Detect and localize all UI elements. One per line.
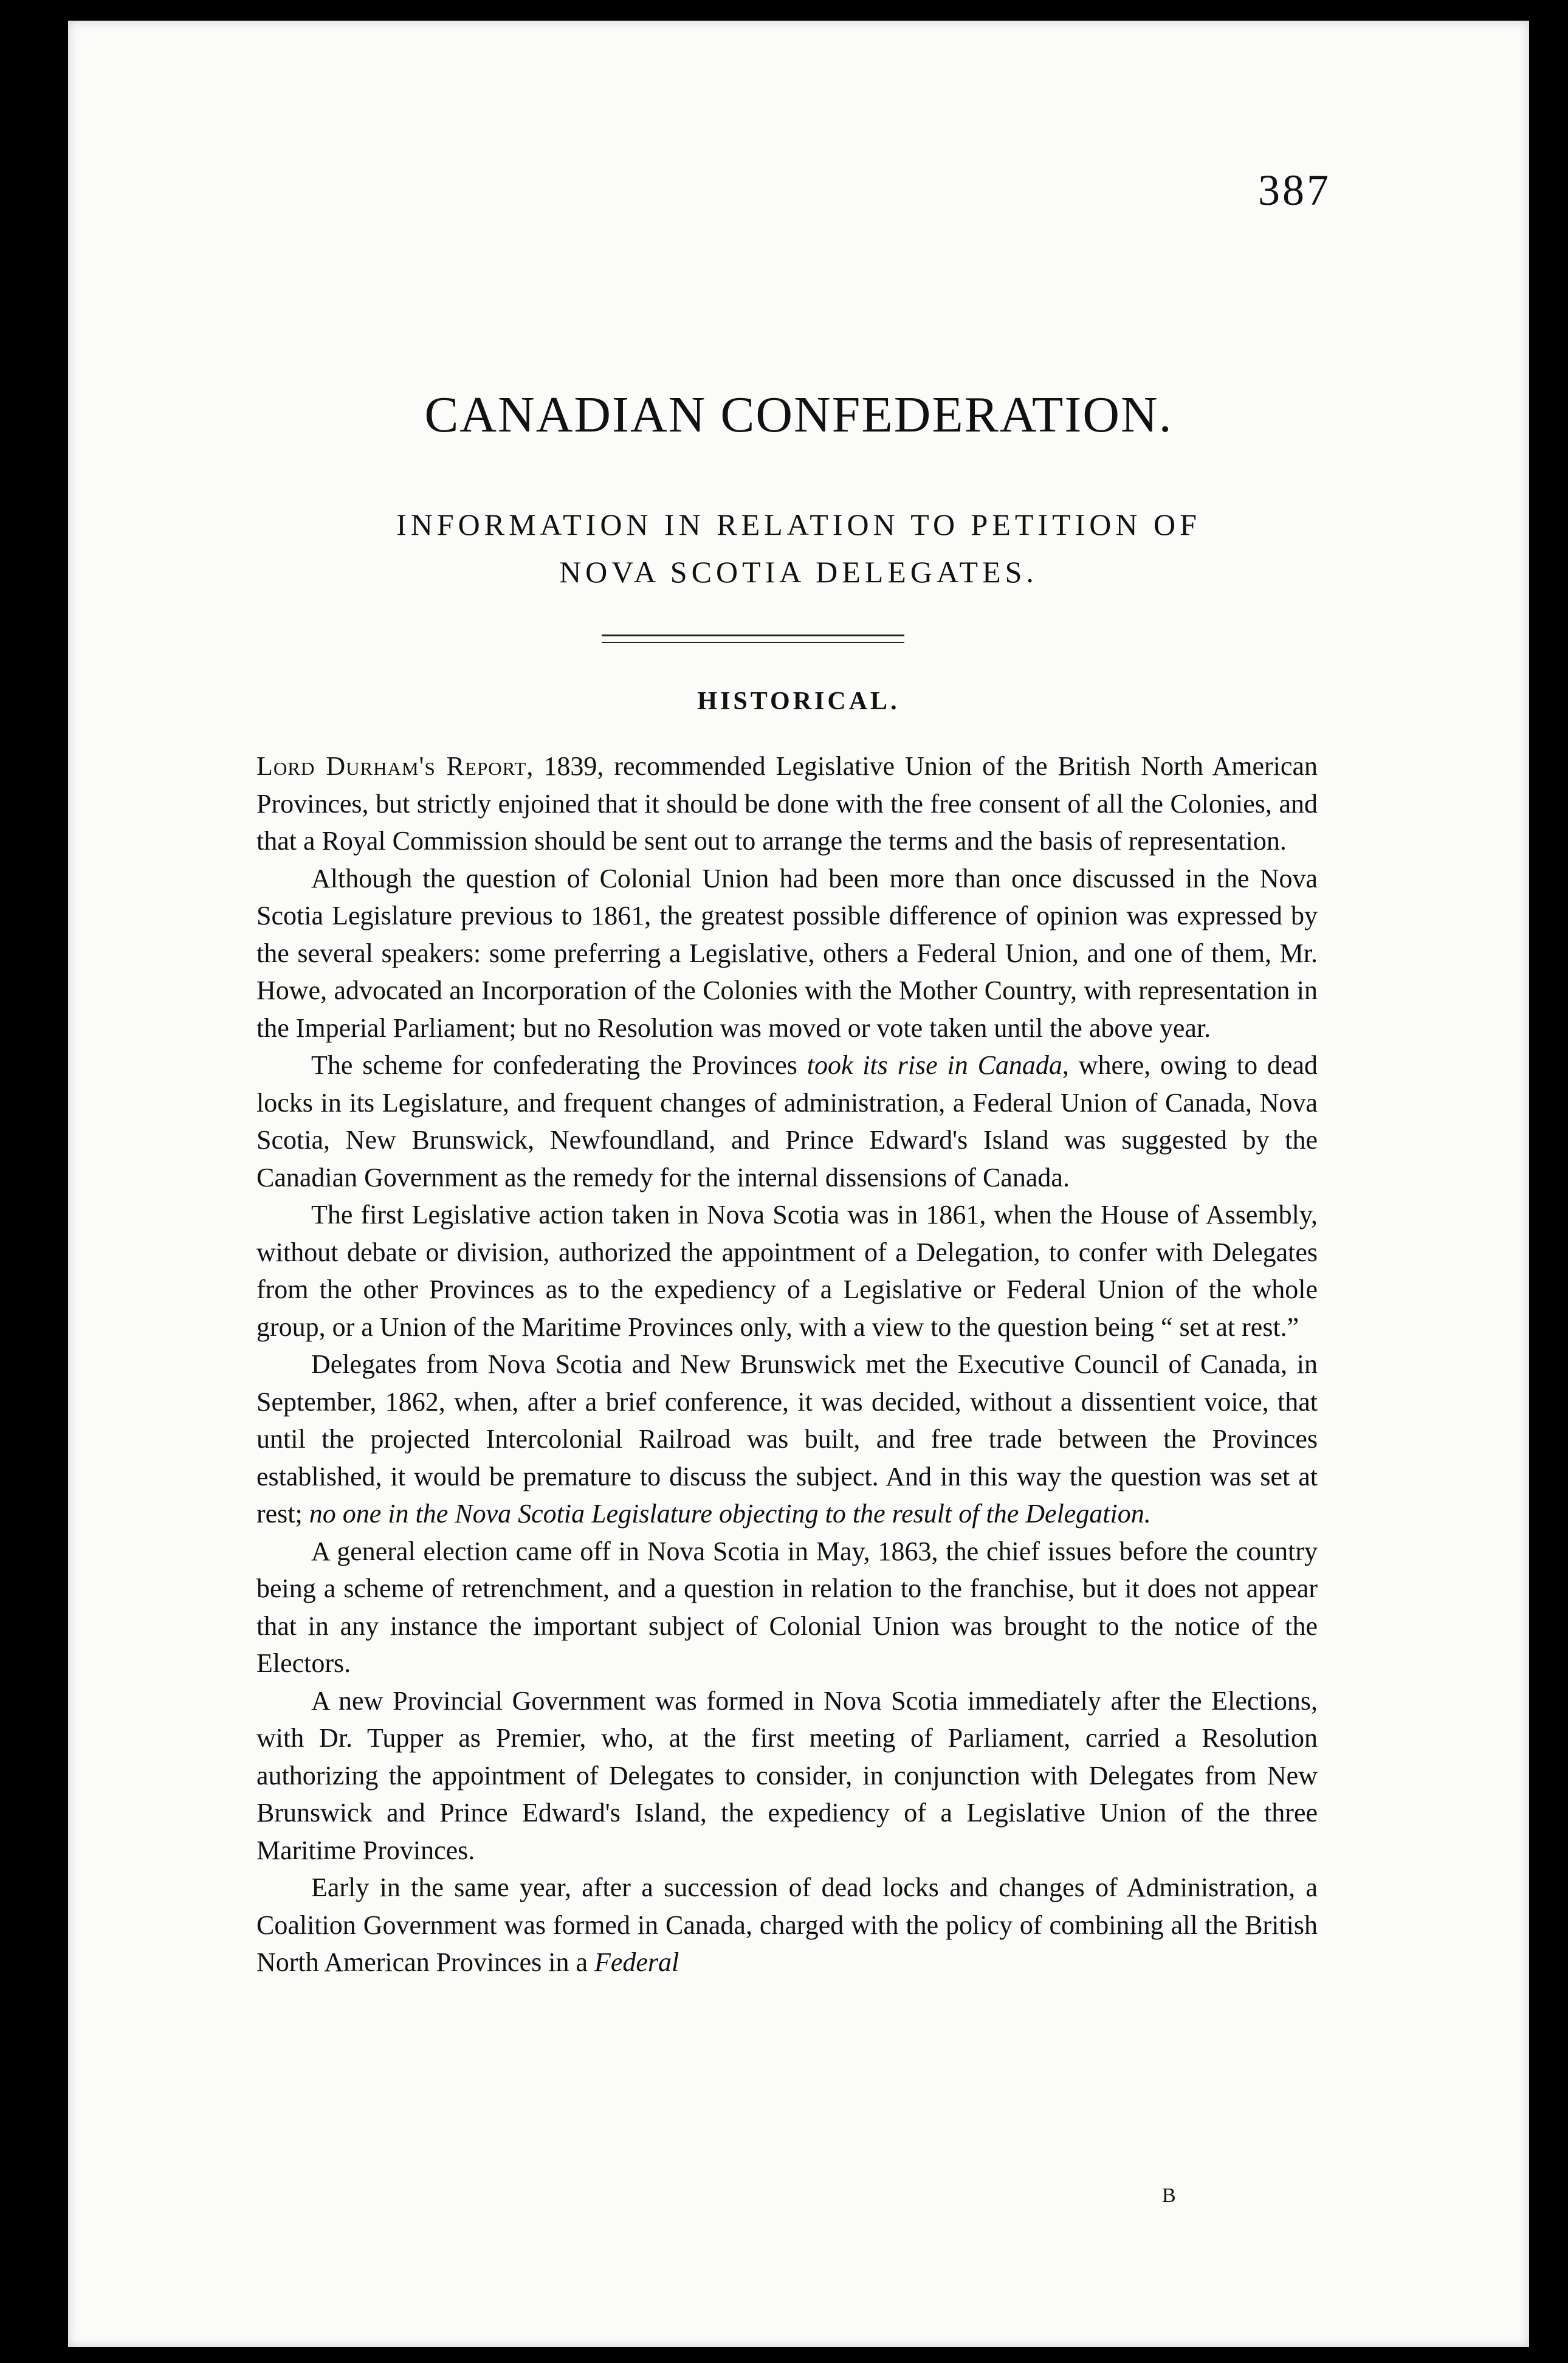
document-page: [68, 21, 1529, 2347]
body-text: [256, 748, 1318, 1981]
section-heading: HISTORICAL.: [697, 687, 900, 715]
paragraph-5: [256, 1346, 1318, 1533]
paragraph-8-part-a: Early in the same year, after a succession of dead locks and changes of Administration, a Coalition Government was formed in Canada, charged with the policy of combining all the British North American Provinces in a: [256, 1873, 1318, 1977]
paragraph-5-italic: no one in the Nova Scotia Legislature objecting to the result of the Delegation.: [309, 1499, 1151, 1529]
paragraph-4: The first Legislative action taken in Nova Scotia was in 1861, when the House of Assembly, without debate or division, authorized the appointment of a Delegation, to confer with Delegates from the other Provinces as to the expediency of a Legislative or Federal Union of the whole group, or a Union of the Maritime Provinces only, with a view to the question being “ set at rest.”: [256, 1200, 1318, 1342]
paragraph-1-rest: , 1839, recommended Legislative Union of the British North American Provinces, but strictly enjoined that it should be done with the free consent of all the Colonies, and that a Royal Commission should be sent out to arrange the terms and the basis of representation.: [256, 751, 1318, 856]
page-number: 387: [1258, 166, 1331, 215]
paragraph-8-italic: Federal: [594, 1947, 679, 1977]
paragraph-5-part-a: Delegates from Nova Scotia and New Brunswick met the Executive Council of Canada, in September, 1862, when, after a brief conference, it was decided, without a dissentient voice, that until the projected Intercolonial Railroad was built, and free trade between the Provinces established, it would be premature to discuss the subject. And in this way the question was set at rest;: [256, 1349, 1318, 1529]
paragraph-3: [256, 1047, 1318, 1196]
paragraph-3-italic: took its rise in Canada: [806, 1050, 1062, 1080]
divider-rule-bottom: [602, 642, 904, 643]
paragraph-8: [256, 1869, 1318, 1981]
signature-mark: B: [1162, 2184, 1176, 2207]
paragraph-7: A new Provincial Government was formed in Nova Scotia immediately after the Elections, with Dr. Tupper as Premier, who, at the first meeting of Parliament, carried a Resolution authorizing the appointment of Delegates to consider, in conjunction with Delegates from New Brunswick and Prince Edward's Island, the expediency of a Legislative Union of the three Maritime Provinces.: [256, 1685, 1318, 1865]
paragraph-2: Although the question of Colonial Union had been more than once discussed in the Nova Scotia Legislature previous to 1861, the greatest possible difference of opinion was expressed by the several speakers: some preferring a Legislative, others a Federal Union, and one of them, Mr. Howe, advocated an Incorporation of the Colonies with the Mother Country, with representation in the Imperial Parliament; but no Resolution was moved or vote taken until the above year.: [256, 863, 1318, 1043]
paragraph-1: [256, 748, 1318, 860]
paragraph-1-lead: Lord Durham's Report: [256, 751, 527, 781]
divider-rule-top: [602, 635, 904, 636]
paragraph-3-part-b: , where, owing to dead locks in its Legislature, and frequent changes of administration, a Federal Union of Canada, Nova Scotia, New Brunswick, Newfoundland, and Prince Edward's Island was suggested by the Canadian Government as the remedy for the internal dissensions of Canada.: [256, 1050, 1318, 1192]
paragraph-6: A general election came off in Nova Scotia in May, 1863, the chief issues before the country being a scheme of retrenchment, and a question in relation to the franchise, but it does not appear that in any instance the important subject of Colonial Union was brought to the notice of the Electors.: [256, 1536, 1318, 1678]
subtitle-line-1: INFORMATION IN RELATION TO PETITION OF: [396, 507, 1201, 542]
subtitle-line-2: NOVA SCOTIA DELEGATES.: [559, 555, 1038, 589]
page-title: CANADIAN CONFEDERATION.: [424, 387, 1173, 443]
paragraph-3-part-a: The scheme for confederating the Provinces: [311, 1050, 807, 1080]
